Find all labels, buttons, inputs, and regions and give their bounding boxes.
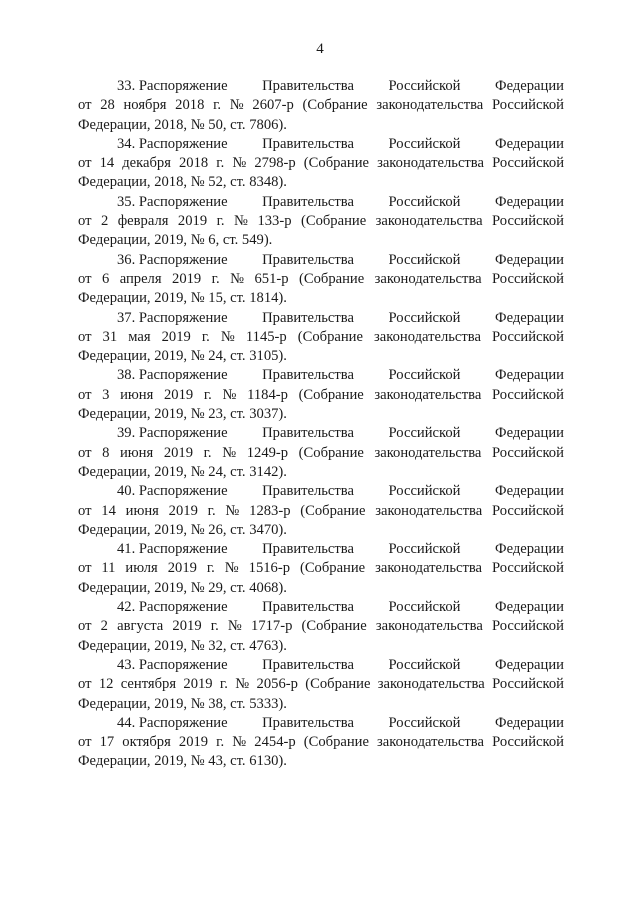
text-word: Федерации, 2019, № 43, ст. 6130). [78, 753, 287, 770]
text-word: законодательства [377, 155, 484, 172]
text-word: 1283-р [249, 502, 291, 519]
text-word: (Собрание [300, 502, 366, 519]
text-word: от [78, 734, 92, 751]
text-word: 40. Распоряжение [117, 483, 228, 500]
text-word: г. [203, 444, 212, 461]
text-word: 2454-р [254, 734, 296, 751]
text-word: от [78, 386, 92, 403]
list-item [78, 309, 564, 367]
text-word: г. [201, 328, 210, 345]
text-word: Российской [388, 193, 461, 210]
text-word: 11 [101, 560, 116, 577]
text-word: августа [117, 618, 164, 635]
text-word: (Собрание [297, 328, 363, 345]
text-word: Российской [492, 213, 564, 230]
text-word: 33. Распоряжение [117, 78, 228, 94]
text-word: законодательства [376, 97, 484, 114]
item-line-first [78, 251, 564, 270]
text-word: г. [211, 270, 220, 287]
list-item [78, 598, 564, 656]
text-word: № [234, 213, 248, 230]
item-line [78, 386, 564, 405]
text-word: Федерации, 2018, № 50, ст. 7806). [78, 116, 287, 133]
text-word: законодательства [375, 560, 483, 577]
text-word: Правительства [262, 656, 354, 673]
text-word: (Собрание [303, 155, 369, 172]
list-item [78, 193, 564, 251]
text-word: от [78, 676, 92, 693]
text-word: № [230, 270, 245, 287]
item-line-last [78, 695, 564, 714]
text-word: № [224, 560, 239, 577]
text-word: от [78, 560, 92, 577]
text-word: 41. Распоряжение [117, 541, 228, 558]
item-line [78, 444, 564, 463]
list-item [78, 366, 564, 424]
text-word: Правительства [262, 599, 354, 616]
list-item [78, 714, 564, 772]
list-item [78, 540, 564, 598]
text-word: законодательства [374, 270, 482, 287]
text-word: 1717-р [251, 618, 293, 635]
text-word: 42. Распоряжение [117, 599, 228, 616]
text-word: 34. Распоряжение [117, 135, 228, 152]
text-word: 2607-р [252, 97, 294, 114]
text-word: (Собрание [302, 97, 368, 114]
text-word: 44. Распоряжение [117, 714, 228, 731]
text-word: 2019 [167, 560, 197, 577]
text-word: Российской [388, 714, 461, 731]
text-word: 36. Распоряжение [117, 251, 228, 268]
text-word: Федерации [495, 251, 564, 268]
item-line-last [78, 579, 564, 598]
item-line-first [78, 598, 564, 617]
text-word: законодательства [375, 502, 483, 519]
text-word: Российской [388, 656, 461, 673]
text-word: 6 [101, 270, 110, 287]
text-word: 8 [102, 444, 110, 461]
text-word: Федерации [495, 483, 564, 500]
text-word: (Собрание [303, 734, 369, 751]
item-line [78, 154, 564, 173]
text-word: Российской [388, 251, 461, 268]
text-word: № [227, 618, 242, 635]
text-word: (Собрание [305, 676, 371, 693]
text-word: законодательства [377, 734, 484, 751]
text-word: 14 [101, 502, 116, 519]
text-word: Федерации [495, 541, 564, 558]
text-word: 2019 [172, 270, 202, 287]
text-word: 2019 [177, 213, 208, 230]
text-word: (Собрание [298, 386, 364, 403]
item-line [78, 96, 564, 115]
text-word: 133-р [257, 213, 292, 230]
text-word: Федерации, 2019, № 23, ст. 3037). [78, 406, 287, 423]
text-word: г. [216, 734, 225, 751]
text-word: Российской [491, 444, 564, 461]
item-line-first [78, 656, 564, 675]
text-word: 651-р [254, 270, 289, 287]
text-word: октября [122, 734, 171, 751]
item-line-first [78, 482, 564, 501]
text-word: Федерации [495, 599, 564, 616]
text-word: 28 [100, 97, 115, 114]
item-line-last [78, 752, 564, 771]
references-list [78, 77, 564, 772]
text-word: Федерации, 2019, № 29, ст. 4068). [78, 579, 287, 596]
text-word: Российской [492, 386, 564, 403]
text-word: 2056-р [256, 676, 298, 693]
text-word: Федерации [495, 656, 564, 673]
text-word: № [232, 734, 247, 751]
text-word: (Собрание [298, 444, 364, 461]
text-word: 31 [102, 328, 118, 345]
text-word: Федерации, 2019, № 32, ст. 4763). [78, 637, 287, 654]
text-word: законодательства [375, 618, 483, 635]
text-word: Федерации [495, 309, 564, 326]
text-word: г. [206, 560, 215, 577]
item-line-last [78, 637, 564, 656]
list-item [78, 424, 564, 482]
text-word: (Собрание [300, 213, 367, 230]
document-body [78, 77, 564, 772]
text-word: Правительства [262, 425, 354, 442]
text-word: 2018 [179, 155, 209, 172]
item-line-last [78, 289, 564, 308]
text-word: 12 [98, 676, 114, 693]
item-line [78, 328, 564, 347]
text-word: Федерации [495, 367, 564, 384]
text-word: декабря [122, 155, 171, 172]
text-word: законодательства [377, 676, 485, 693]
text-word: июня [125, 502, 159, 519]
item-line [78, 733, 564, 752]
list-item [78, 656, 564, 714]
text-word: апреля [119, 270, 162, 287]
item-line-first [78, 366, 564, 385]
item-line-last [78, 463, 564, 482]
item-line [78, 559, 564, 578]
text-word: 2019 [172, 618, 202, 635]
text-word: Правительства [262, 367, 354, 384]
text-word: ноября [123, 97, 167, 114]
text-word: г. [203, 386, 212, 403]
list-item [78, 77, 564, 135]
text-word: Федерации, 2019, № 26, ст. 3470). [78, 521, 287, 538]
text-word: Российской [492, 328, 564, 345]
text-word: № [229, 97, 244, 114]
text-word: Российской [491, 502, 564, 519]
text-word: 1516-р [248, 560, 291, 577]
text-word: от [78, 444, 92, 461]
text-word: № [222, 444, 237, 461]
text-word: июня [119, 444, 154, 461]
item-line-first [78, 309, 564, 328]
page-number: 4 [316, 41, 324, 57]
text-word: 17 [99, 734, 115, 751]
text-word: законодательства [374, 444, 482, 461]
text-word: 35. Распоряжение [117, 193, 228, 210]
text-word: Российской [491, 618, 564, 635]
text-word: Правительства [262, 78, 354, 94]
text-word: Российской [492, 155, 564, 172]
text-word: Федерации, 2019, № 38, ст. 5333). [78, 695, 287, 712]
text-word: Федерации [495, 135, 564, 152]
text-word: 1249-р [246, 444, 289, 461]
text-word: Федерации [495, 425, 564, 442]
text-word: Правительства [262, 135, 354, 152]
text-word: Российской [388, 367, 461, 384]
text-word: законодательства [374, 386, 482, 403]
text-word: № [220, 328, 235, 345]
list-item [78, 482, 564, 540]
text-word: законодательства [375, 213, 483, 230]
item-line-first [78, 135, 564, 154]
item-line-first [78, 193, 564, 212]
text-word: Российской [388, 541, 461, 558]
text-word: Российской [492, 270, 564, 287]
text-word: № [225, 502, 240, 519]
text-word: 37. Распоряжение [117, 309, 228, 326]
item-line-last [78, 347, 564, 366]
text-word: 39. Распоряжение [117, 425, 228, 442]
text-word: Российской [388, 309, 461, 326]
text-word: г. [219, 676, 228, 693]
text-word: Российской [492, 676, 564, 693]
item-line [78, 675, 564, 694]
item-line-last [78, 173, 564, 192]
text-word: 2 [100, 618, 108, 635]
text-word: 2019 [164, 386, 194, 403]
text-word: 3 [102, 386, 110, 403]
text-word: 1145-р [245, 328, 287, 345]
text-word: г. [213, 97, 222, 114]
text-word: от [78, 155, 92, 172]
text-word: Федерации [495, 78, 564, 94]
item-line-first [78, 424, 564, 443]
text-word: (Собрание [299, 560, 366, 577]
text-word: Правительства [262, 309, 354, 326]
item-line [78, 270, 564, 289]
text-word: Федерации [495, 714, 564, 731]
item-line-first [78, 540, 564, 559]
text-word: мая [128, 328, 151, 345]
text-word: Российской [388, 78, 461, 94]
text-word: Федерации [495, 193, 564, 210]
text-word: г. [216, 155, 225, 172]
text-word: 2019 [178, 734, 209, 751]
text-word: Российской [388, 135, 461, 152]
text-word: Правительства [262, 483, 354, 500]
text-word: Правительства [262, 714, 354, 731]
item-line [78, 502, 564, 521]
text-word: Федерации, 2019, № 24, ст. 3105). [78, 348, 287, 365]
text-word: 43. Распоряжение [117, 656, 228, 673]
text-word: от [78, 618, 92, 635]
item-line [78, 212, 564, 231]
text-word: Правительства [262, 541, 354, 558]
text-word: февраля [117, 213, 169, 230]
text-word: № [232, 155, 247, 172]
text-word: 1184-р [247, 386, 288, 403]
text-word: 2019 [161, 328, 191, 345]
item-line-first [78, 77, 564, 96]
text-word: Федерации, 2019, № 15, ст. 1814). [78, 290, 287, 307]
text-word: от [78, 328, 92, 345]
text-word: 2019 [183, 676, 213, 693]
text-word: Российской [388, 483, 461, 500]
list-item [78, 135, 564, 193]
text-word: Российской [388, 599, 461, 616]
text-word: 2798-р [254, 155, 296, 172]
text-word: № [235, 676, 250, 693]
text-word: Правительства [262, 193, 354, 210]
item-line-last [78, 405, 564, 424]
text-word: от [78, 270, 92, 287]
item-line-first [78, 714, 564, 733]
text-word: г. [207, 502, 216, 519]
text-word: 2 [100, 213, 109, 230]
text-word: 2019 [168, 502, 198, 519]
text-word: Федерации, 2019, № 24, ст. 3142). [78, 463, 287, 480]
item-line-last [78, 231, 564, 250]
text-word: 2019 [163, 444, 193, 461]
text-word: Правительства [262, 251, 354, 268]
text-word: г. [216, 213, 225, 230]
text-word: от [78, 502, 92, 519]
text-word: Российской [491, 560, 564, 577]
text-word: июня [120, 386, 154, 403]
list-item [78, 251, 564, 309]
item-line-last [78, 521, 564, 540]
text-word: (Собрание [299, 270, 365, 287]
item-line-last [78, 116, 564, 135]
text-word: от [78, 97, 92, 114]
text-word: Российской [388, 425, 461, 442]
text-word: Федерации, 2019, № 6, ст. 549). [78, 232, 273, 249]
text-word: 2018 [175, 97, 205, 114]
text-word: (Собрание [301, 618, 367, 635]
text-word: 38. Распоряжение [117, 367, 228, 384]
text-word: Федерации, 2018, № 52, ст. 8348). [78, 174, 287, 191]
text-word: июля [125, 560, 158, 577]
text-word: сентября [120, 676, 177, 693]
text-word: 14 [99, 155, 115, 172]
text-word: Российской [492, 97, 564, 114]
text-word: г. [210, 618, 219, 635]
text-word: № [222, 386, 237, 403]
text-word: от [78, 213, 92, 230]
item-line [78, 617, 564, 636]
text-word: законодательства [374, 328, 481, 345]
text-word: Российской [492, 734, 564, 751]
